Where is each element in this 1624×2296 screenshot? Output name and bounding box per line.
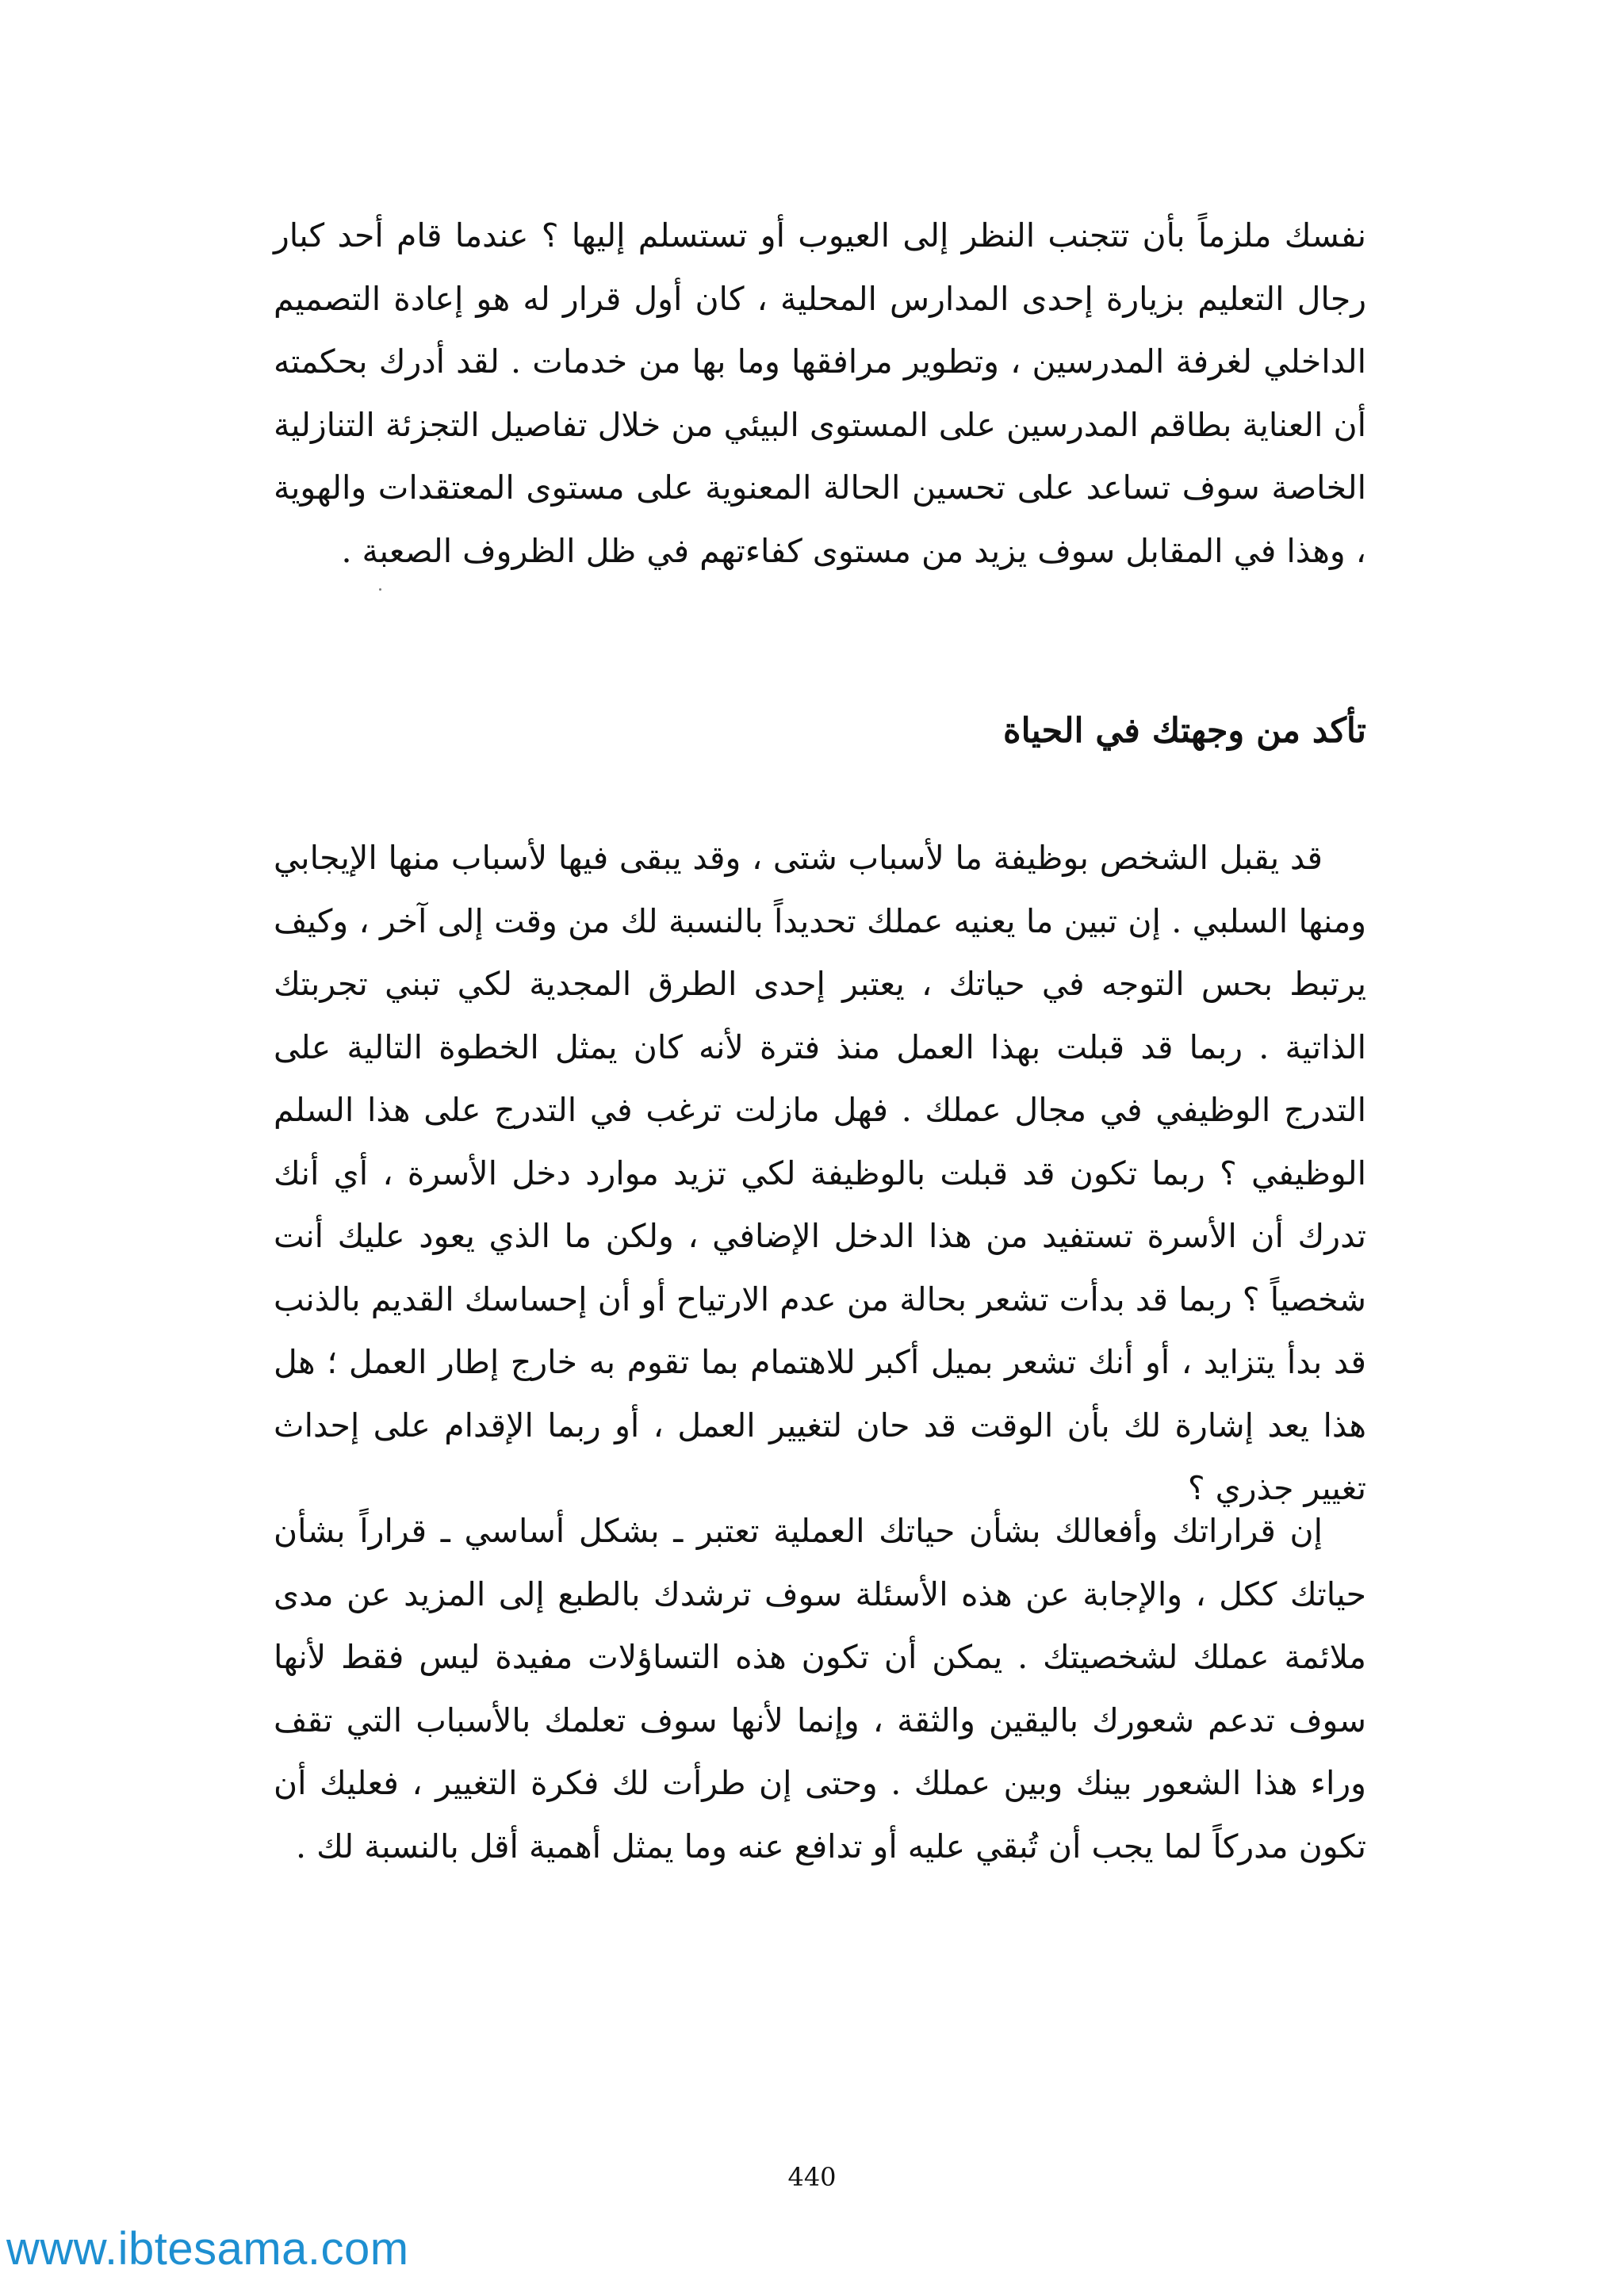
watermark-link[interactable]: www.ibtesama.com (6, 2223, 409, 2275)
page-number: 440 (787, 2162, 837, 2192)
body-paragraph-1: نفسك ملزماً بأن تتجنب النظر إلى العيوب أو تستسلم إليها ؟ عندما قام أحد كبار رجال التعليم بزيارة إحدى المدارس المحلية ، كان أول قرار له هو إعادة التصميم الداخلي لغرفة المدرسين ، وتطوير مرافقها وما بها من خدمات . لقد أدرك بحكمته أن العناية بطاقم المدرسين على المستوى البيئي من خلال تفاصيل التجزئة التنازلية الخاصة سوف تساعد على تحسين الحالة المعنوية على مستوى المعتقدات والهوية ، وهذا في المقابل سوف يزيد من مستوى كفاءتهم في ظل الظروف الصعبة . (274, 216, 1366, 570)
body-paragraph-2: قد يقبل الشخص بوظيفة ما لأسباب شتى ، وقد يبقى فيها لأسباب منها الإيجابي ومنها السلبي . إن تبين ما يعنيه عملك تحديداً بالنسبة لك من وقت إلى آخر ، وكيف يرتبط بحس التوجه في حياتك ، يعتبر إحدى الطرق المجدية لكي تبني تجربتك الذاتية . ربما قد قبلت بهذا العمل منذ فترة لأنه كان يمثل الخطوة التالية على التدرج الوظيفي في مجال عملك . فهل مازلت ترغب في التدرج على هذا السلم الوظيفي ؟ ربما تكون قد قبلت بالوظيفة لكي تزيد موارد دخل الأسرة ، أي أنك تدرك أن الأسرة تستفيد من هذا الدخل الإضافي ، ولكن ما الذي يعود عليك أنت شخصياً ؟ ربما قد بدأت تشعر بحالة من عدم الارتياح أو أن إحساسك القديم بالذنب قد بدأ يتزايد ، أو أنك تشعر بميل أكبر للاهتمام بما تقوم به خارج إطار العمل ؛ هل هذا يعد إشارة لك بأن الوقت قد حان لتغيير العمل ، أو ربما الإقدام على إحداث تغيير جذري ؟ (274, 839, 1366, 1507)
section-heading: تأكد من وجهتك في الحياة (1003, 711, 1366, 751)
body-paragraph-3: إن قراراتك وأفعالك بشأن حياتك العملية تعتبر ـ بشكل أساسي ـ قراراً بشأن حياتك ككل ، والإجابة عن هذه الأسئلة سوف ترشدك بالطبع إلى المزيد عن مدى ملائمة عملك لشخصيتك . يمكن أن تكون هذه التساؤلات مفيدة ليس فقط لأنها سوف تدعم شعورك باليقين والثقة ، وإنما لأنها سوف تعلمك بالأسباب التي تقف وراء هذا الشعور بينك وبين عملك . وحتى إن طرأت لك فكرة التغيير ، فعليك أن تكون مدركاً لما يجب أن تُبقي عليه أو تدافع عنه وما يمثل أهمية أقل بالنسبة لك . (274, 1512, 1366, 1866)
scan-speck (379, 588, 381, 591)
